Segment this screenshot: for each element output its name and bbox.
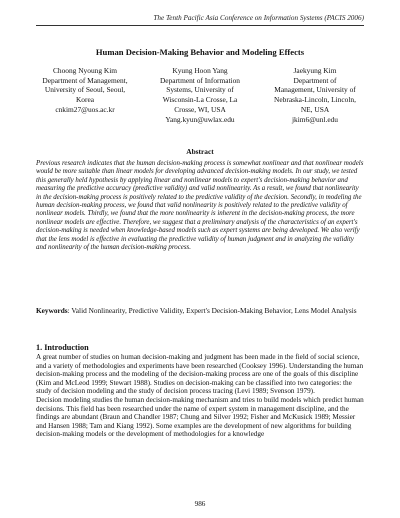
author-line: Department of — [293, 75, 337, 85]
author-line: Systems, University of — [166, 85, 234, 95]
author-line: Korea — [75, 95, 95, 105]
header-rule — [36, 25, 364, 26]
author-block — [36, 66, 364, 124]
author-line: Jaekyung Kim — [293, 66, 337, 75]
author-line: Department of Information — [159, 75, 241, 85]
keywords-label: Keywords — [36, 306, 68, 315]
running-header: The Tenth Pacific Asia Conference on Information Systems (PACIS 2006) — [153, 14, 364, 22]
keywords-text: : Valid Nonlinearity, Predictive Validity, Expert's Decision-Making Behavior, Lens Model Analysis — [67, 306, 357, 315]
author-line: Nebraska-Lincoln, Lincoln, — [274, 95, 356, 105]
page-number: 986 — [194, 500, 206, 508]
paragraph: Decision modeling studies the human decision-making mechanism and tries to build models which predict human decisions. This field has been researched under the name of expert system in management discipline, and the findings are abundant (Braun and Chandler 1987; Chung and Silver 1992; Fisher and McKusick 1989; Messier and Hansen 1988; Tam and Kiang 1992). Some examples are the development of new algorithms for building decision-making models or the development of methodologies for a knowledge — [36, 395, 364, 439]
author-line: Kyung Hoon Yang — [172, 66, 228, 75]
author-2 — [151, 66, 249, 124]
keywords — [36, 307, 364, 316]
author-line: NE, USA — [300, 104, 330, 114]
author-email: cnkim27@uos.ac.kr — [55, 104, 115, 114]
author-line: Crosse, WI, USA — [174, 104, 226, 114]
author-line: University of Seoul, Seoul, — [44, 85, 126, 95]
abstract-heading: Abstract — [186, 147, 214, 156]
author-line: Management, University of — [274, 85, 356, 95]
abstract-text: Previous research indicates that the human decision-making process is somewhat nonlinear and that nonlinear models would be more suitable than linear models for developing advanced decision-making models. In our study, we tested this generally held hypothesis by applying linear and nonlinear models to expert's decision-making behavior and measuring the predictive accuracy (predictive validity) and valid nonlinearity. As a result, we found that nonlinearity in the decision-making process is positively related to the predictive validity of the decision. Secondly, in modeling the human decision-making process, we found that valid nonlinearity is positively related to the predictive validity of nonlinear models. Thirdly, we found that the more nonlinearity is inherent in the decision-making process, the more nonlinear models are effective. Therefore, we suggest that a preliminary analysis of the characteristics of an expert's decision-making is needed when knowledge-based models such as expert systems are being developed. We also verify that the lens model is effective in evaluating the predictive validity of human judgment and in analyzing the validity and nonlinearity of the human decision-making process. — [36, 160, 364, 252]
author-line: Wisconsin-La Crosse, La — [162, 95, 238, 105]
author-email: jkim6@unl.edu — [291, 114, 338, 124]
author-3 — [266, 66, 364, 124]
author-email: Yang.kyun@uwlax.edu — [165, 114, 235, 124]
author-line: Department of Management, — [42, 75, 128, 85]
author-line: Choong Nyoung Kim — [52, 66, 118, 75]
author-1 — [36, 66, 134, 124]
section-heading: 1. Introduction — [36, 343, 89, 352]
paragraph: A great number of studies on human decision-making and judgment has been made in the field of social science, and a variety of methodologies and experiments have been researched (Cooksey 1996). Understanding the human decision-making process and the modeling of the decision-making process are one of the goals of this discipline (Kim and McLeod 1999; Stewart 1988). Studies on decision-making can be classified into two categories: the study of decision modeling and the study of decision process tracing (Levi 1989; Svenson 1979). — [36, 353, 364, 396]
paper-title: Human Decision-Making Behavior and Modeling Effects — [95, 47, 305, 57]
introduction-body — [36, 353, 364, 439]
